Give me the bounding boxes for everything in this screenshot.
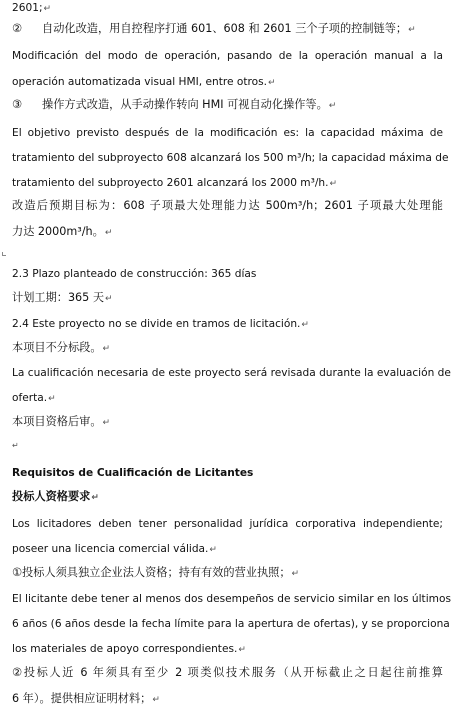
text-line: 计划工期：365 天↵ — [12, 291, 113, 304]
text-line: El licitante debe tener al menos dos desempeños de servicio similar en los últimos — [12, 593, 451, 605]
paragraph-mark: ↵ — [104, 228, 113, 238]
text-line: operación automatizada visual HMI, entre otros.↵ — [12, 76, 276, 88]
paragraph-mark: ↵ — [209, 545, 217, 555]
text-line: Los licitadores deben tener personalidad jurídica corporativa independiente; — [12, 518, 443, 530]
item-number: ② — [12, 22, 23, 35]
list-item-2: ② 自动化改造，用自控程序打通 601、608 和 2601 三个子项的控制链等；↵ — [12, 22, 416, 35]
text-line: los materiales de apoyo correspondientes.↵ — [12, 643, 246, 655]
empty-line — [12, 438, 19, 453]
text-line: poseer una licencia comercial válida.↵ — [12, 543, 217, 555]
paragraph-mark: ↵ — [102, 418, 111, 428]
paragraph-mark: ↵ — [91, 493, 99, 503]
return-mark: ↵ — [12, 441, 19, 450]
text-line: 力达 2000m³/h。↵ — [12, 225, 113, 238]
text-line: 2.3 Plazo planteado de construcción: 365 días — [12, 268, 257, 280]
text-line: 6 años (6 años desde la fecha límite para la apertura de ofertas), y se proporciona — [12, 618, 450, 630]
text-line: 2601;↵ — [12, 2, 52, 14]
list-item-1: ①投标人须具独立企业法人资格；持有有效的营业执照；↵ — [12, 566, 300, 579]
text-line: 6 年）。提供相应证明材料；↵ — [12, 692, 160, 705]
text-line: 本项目资格后审。↵ — [12, 415, 111, 428]
text-line: Modificación del modo de operación, pasando de la operación manual a la — [12, 50, 443, 62]
section-heading-cn: 投标人资格要求↵ — [12, 490, 99, 503]
paragraph-mark: ↵ — [43, 4, 52, 14]
paragraph-mark: ↵ — [102, 344, 111, 354]
section-heading: Requisitos de Cualificación de Licitantes — [12, 467, 254, 479]
text-line: El objetivo previsto después de la modificación es: la capacidad máxima de — [12, 127, 443, 139]
text-line: La cualificación necesaria de este proyecto será revisada durante la evaluación de — [12, 367, 451, 379]
text-line: tratamiento del subproyecto 608 alcanzará los 500 m³/h; la capacidad máxima de — [12, 152, 449, 164]
paragraph-mark: ↵ — [105, 294, 113, 304]
paragraph-mark: ↵ — [408, 25, 416, 35]
section-break-marker — [2, 252, 6, 256]
paragraph-mark: ↵ — [268, 78, 276, 88]
list-item-3: ③ 操作方式改造，从手动操作转向 HMI 可视自动化操作等。↵ — [12, 98, 337, 111]
text-line: 2.4 Este proyecto no se divide en tramos de licitación.↵ — [12, 318, 309, 330]
paragraph-mark: ↵ — [48, 394, 56, 404]
list-item-2b: ②投标人近 6 年须具有至少 2 项类似技术服务（从开标截止之日起往前推算 — [12, 666, 443, 679]
text-line: 本项目不分标段。↵ — [12, 341, 111, 354]
paragraph-mark: ↵ — [329, 179, 338, 189]
text-line: tratamiento del subproyecto 2601 alcanzará los 2000 m³/h.↵ — [12, 177, 338, 189]
paragraph-mark: ↵ — [301, 320, 309, 330]
paragraph-mark: ↵ — [152, 695, 160, 705]
item-number: ③ — [12, 98, 23, 111]
paragraph-mark: ↵ — [328, 101, 337, 111]
text-line: 改造后预期目标为：608 子项最大处理能力达 500m³/h；2601 子项最大处理能 — [12, 199, 443, 212]
text-line: oferta.↵ — [12, 392, 56, 404]
paragraph-mark: ↵ — [291, 569, 300, 579]
paragraph-mark: ↵ — [238, 645, 246, 655]
